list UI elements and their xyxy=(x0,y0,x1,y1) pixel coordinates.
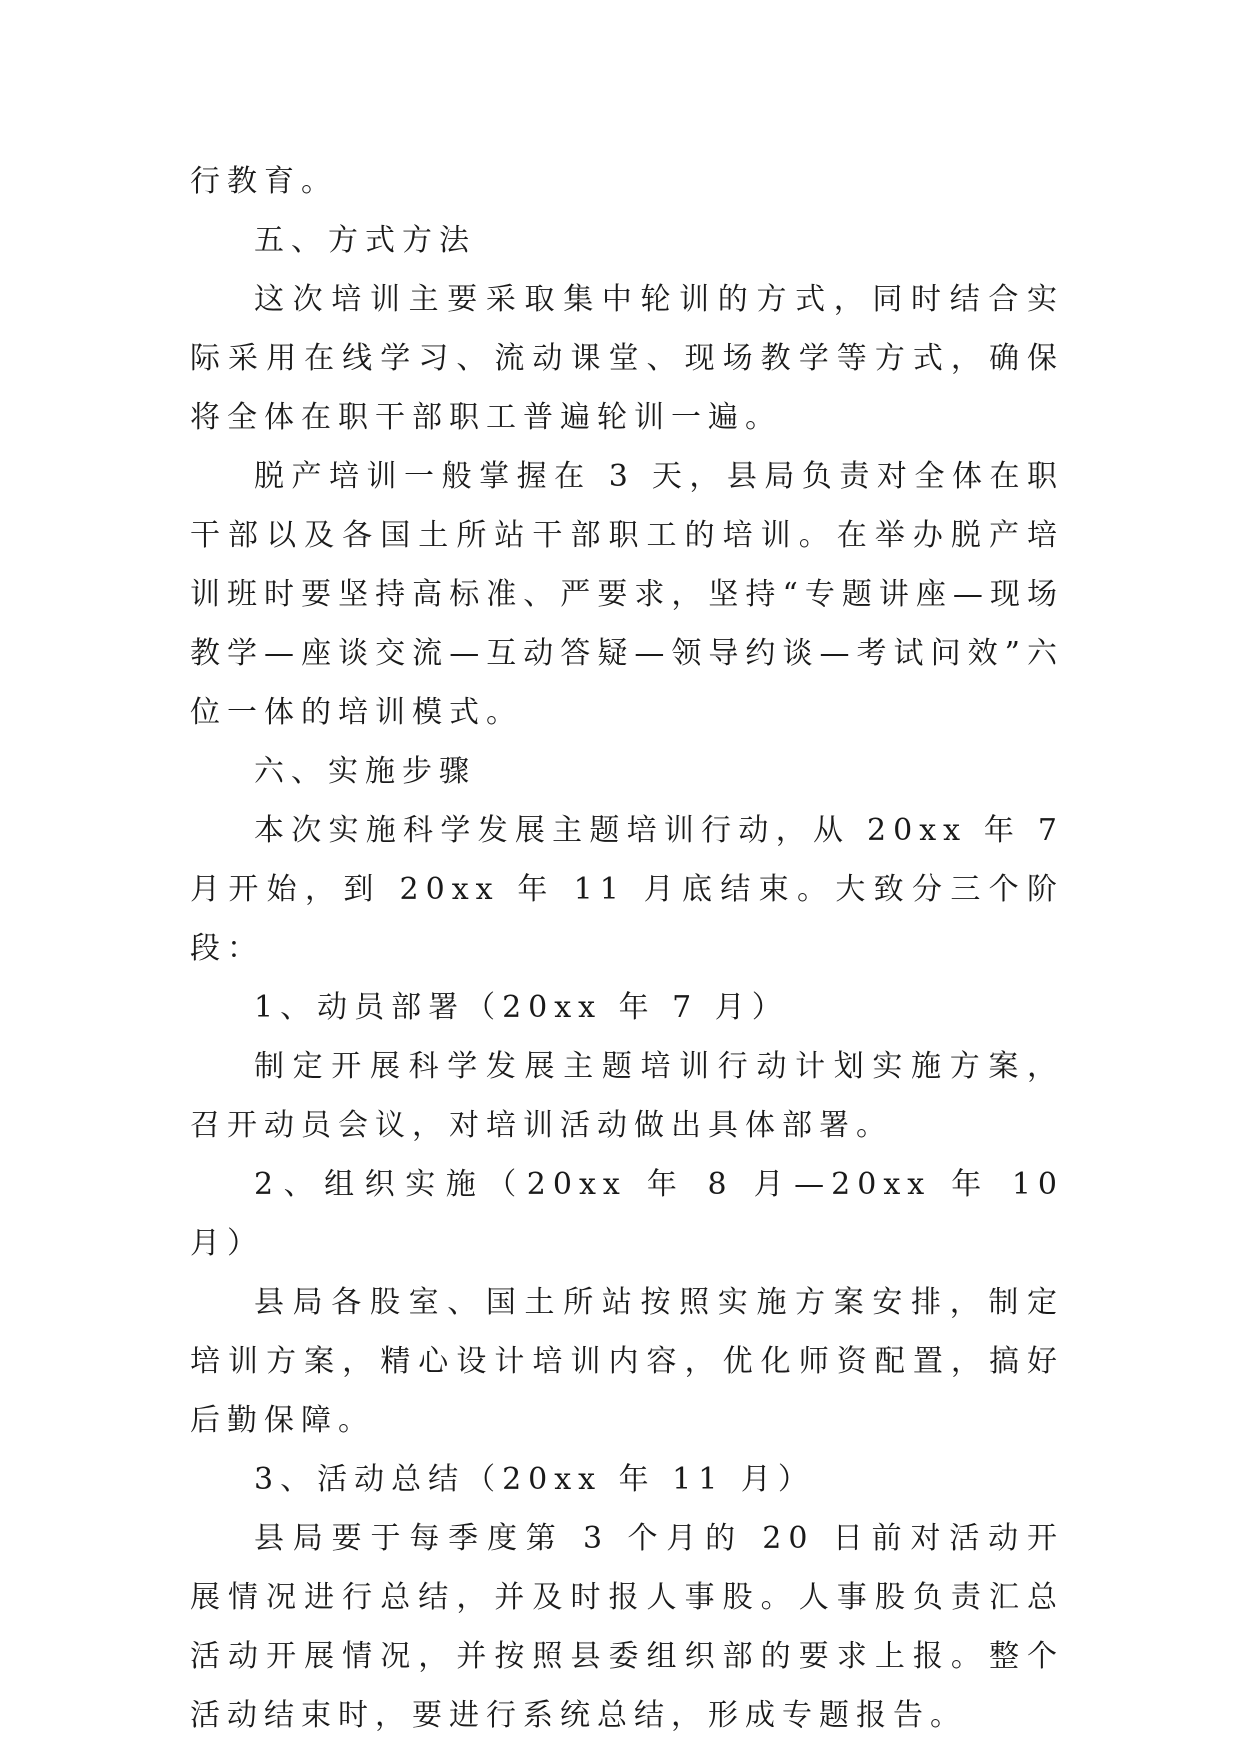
paragraph: 制定开展科学发展主题培训行动计划实施方案，召开动员会议，对培训活动做出具体部署。 xyxy=(190,1049,1064,1143)
subheading-stage-1: 1、动员部署（20xx 年 7 月） xyxy=(254,990,789,1025)
paragraph: 脱产培训一般掌握在 3 天，县局负责对全体在职干部以及各国土所站干部职工的培训。在举办脱产培训班时要坚持高标准、严要求，坚持“专题讲座—现场教学—座谈交流—互动答疑—领导约谈—考试问效”六位一体的培训模式。 xyxy=(190,459,1064,730)
paragraph: 这次培训主要采取集中轮训的方式，同时结合实际采用在线学习、流动课堂、现场教学等方式，确保将全体在职干部职工普遍轮训一遍。 xyxy=(190,282,1064,435)
paragraph: 县局要于每季度第 3 个月的 20 日前对活动开展情况进行总结，并及时报人事股。人事股负责汇总活动开展情况，并按照县委组织部的要求上报。整个活动结束时，要进行系统总结，形成专题报告。 xyxy=(190,1521,1064,1733)
paragraph: 本次实施科学发展主题培训行动，从 20xx 年 7 月开始，到 20xx 年 11 月底结束。大致分三个阶段： xyxy=(190,813,1064,966)
paragraph: 县局各股室、国土所站按照实施方案安排，制定培训方案，精心设计培训内容，优化师资配置，搞好后勤保障。 xyxy=(190,1285,1064,1438)
subheading-stage-2: 2、组织实施（20xx 年 8 月—20xx 年 10 月） xyxy=(190,1167,1064,1261)
section-heading-steps: 六、实施步骤 xyxy=(254,754,476,789)
subheading-stage-3: 3、活动总结（20xx 年 11 月） xyxy=(254,1462,815,1497)
paragraph-continuation: 行教育。 xyxy=(190,164,338,199)
section-heading-methods: 五、方式方法 xyxy=(254,223,476,258)
document-page xyxy=(190,152,1064,1745)
